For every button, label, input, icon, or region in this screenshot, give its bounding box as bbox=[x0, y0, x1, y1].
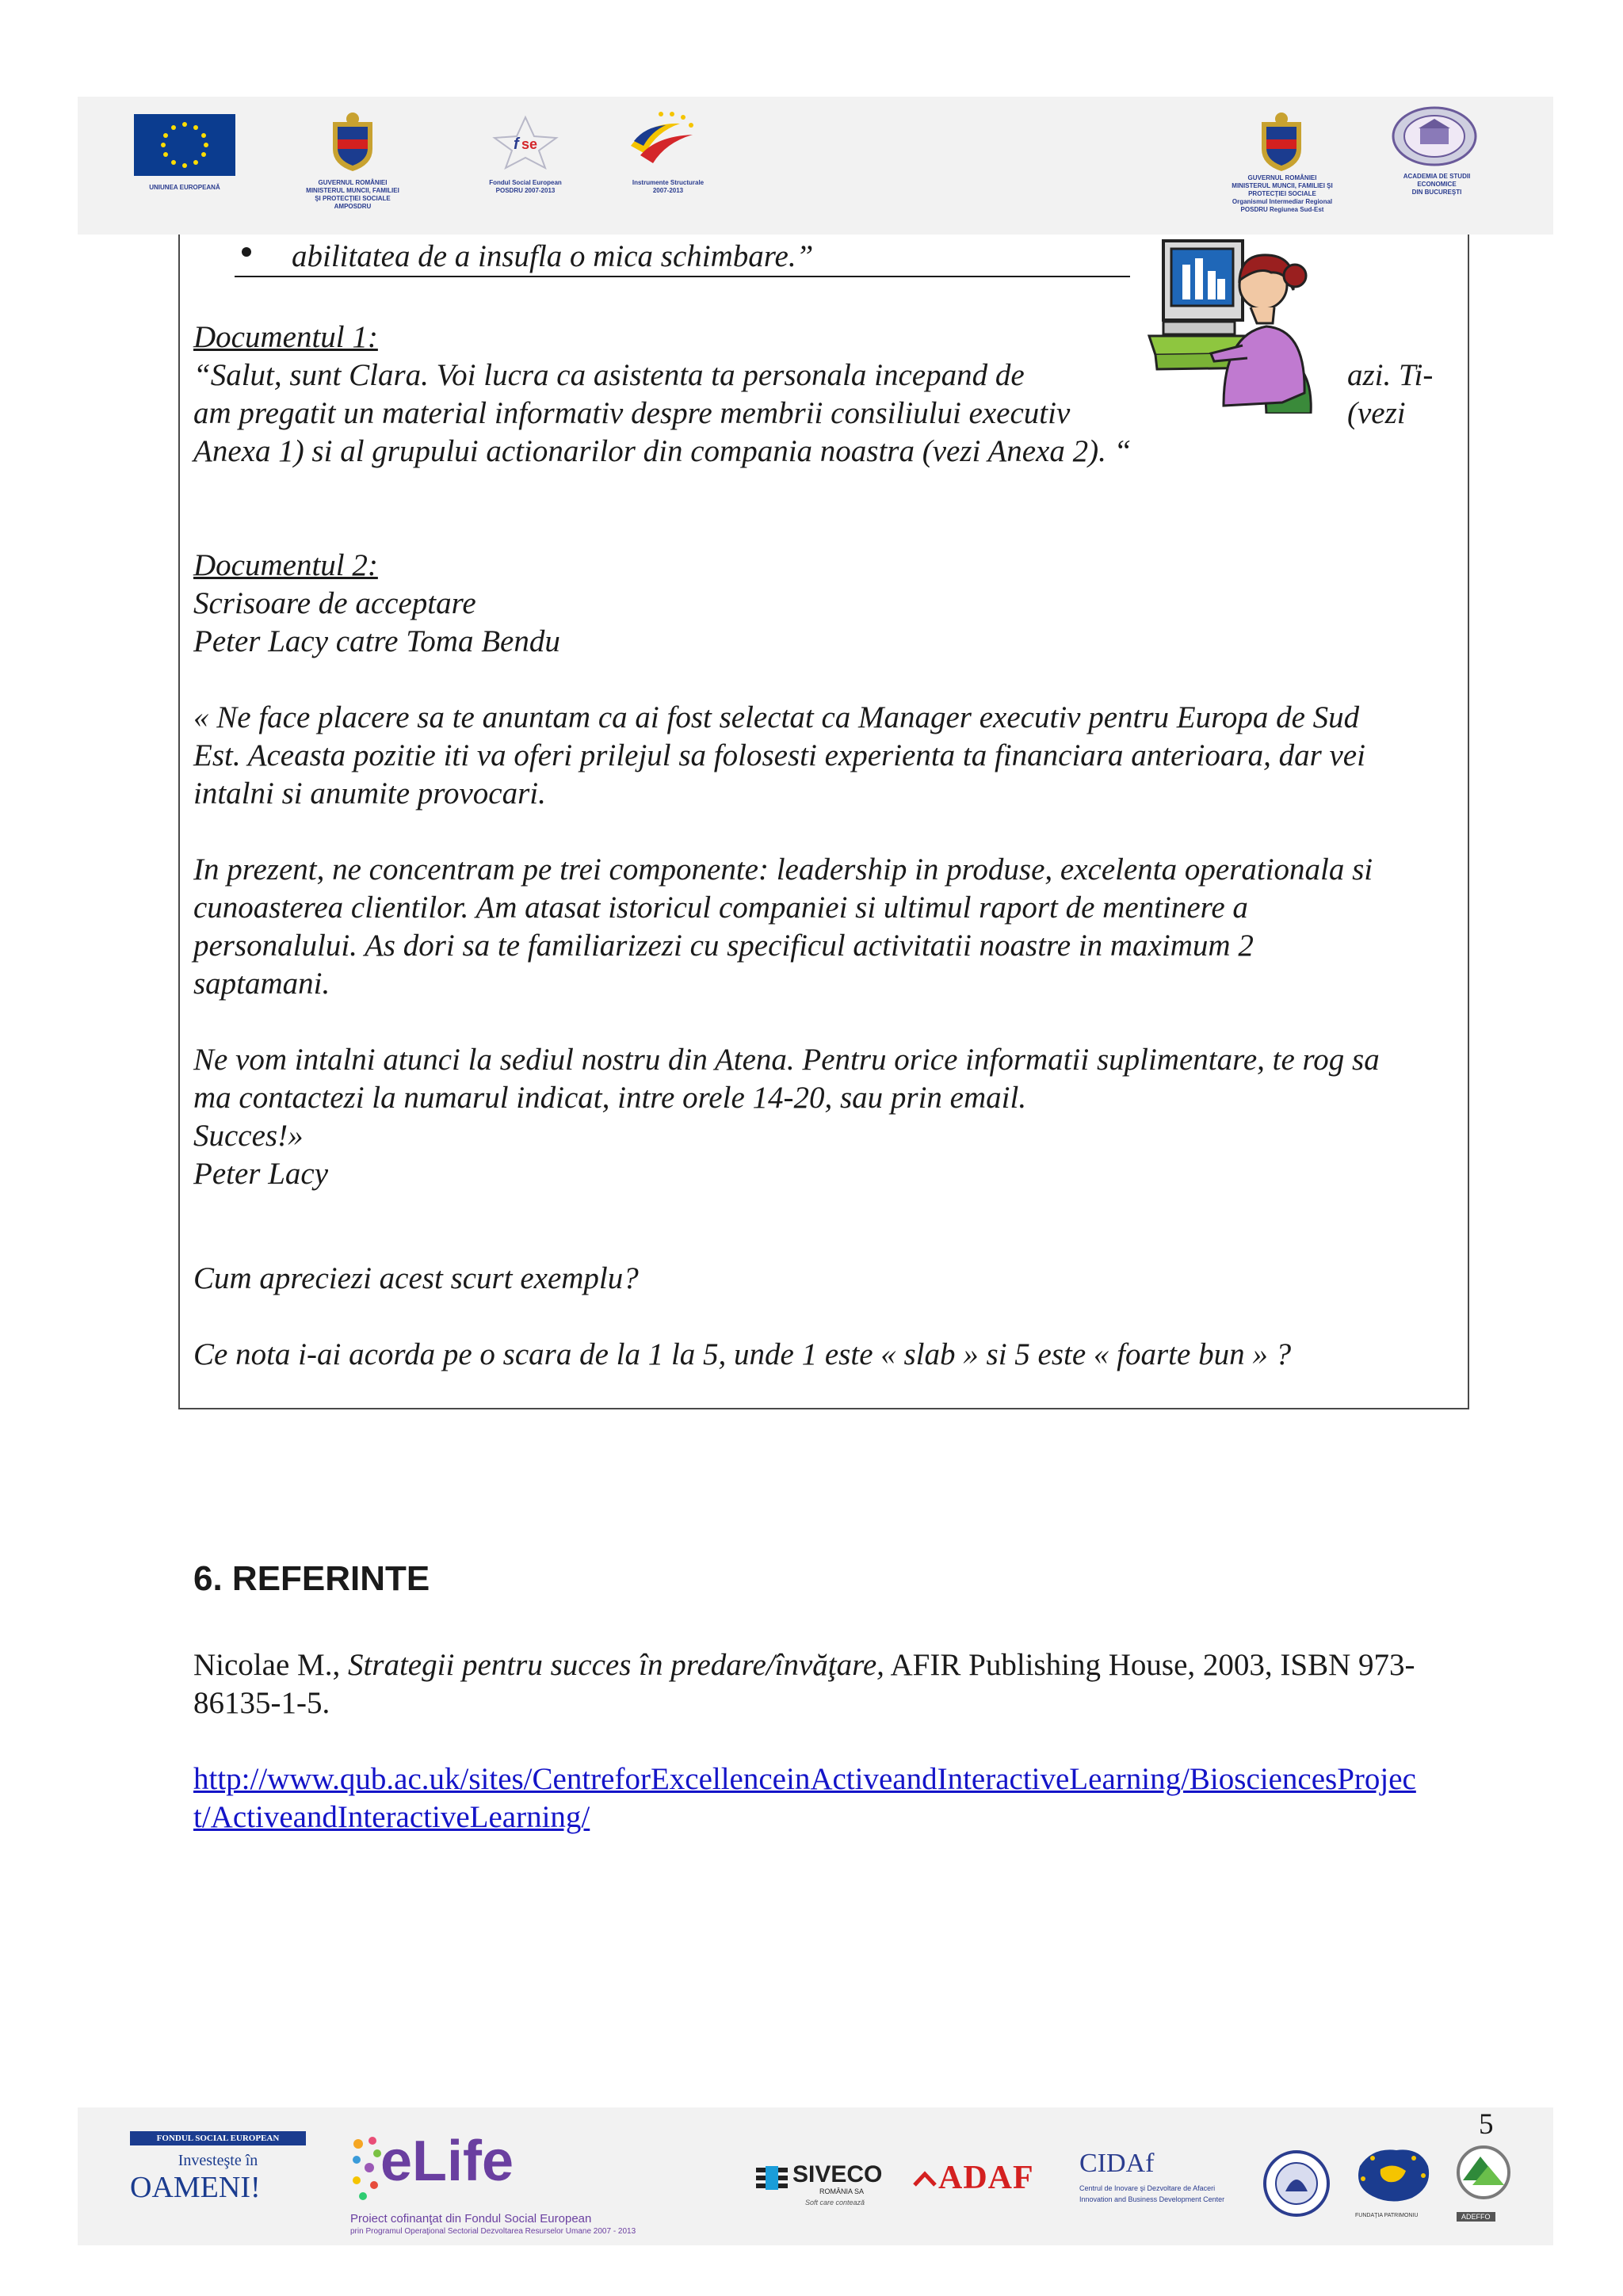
letter-paragraph-2-line-2: cunoasterea clientilor. Am atasat istoricul companiei si ultimul raport de mentinere a bbox=[193, 891, 1248, 925]
section-heading: 6. REFERINTE bbox=[193, 1559, 430, 1598]
adeffo-caption: ADEFFO bbox=[1457, 2212, 1495, 2222]
page-number: 5 bbox=[1479, 2108, 1494, 2141]
bullet-rule bbox=[235, 276, 1130, 277]
woman-at-computer-illustration bbox=[1148, 235, 1330, 414]
elife-caption-1: Proiect cofinanţat din Fondul Social European bbox=[350, 2212, 592, 2225]
siveco-mark-icon bbox=[756, 2166, 788, 2190]
romania-coat-of-arms-logo-right bbox=[1254, 111, 1309, 173]
fse-big-text: OAMENI! bbox=[130, 2171, 261, 2204]
svg-text:f: f bbox=[514, 135, 519, 153]
cidaf-caption-2: Innovation and Business Development Center bbox=[1079, 2195, 1225, 2203]
romania-coat-of-arms-logo bbox=[325, 111, 380, 173]
eu-logo-caption: UNIUNEA EUROPEANĂ bbox=[149, 184, 220, 191]
letter-paragraph-3-line-1: Ne vom intalni atunci la sediul nostru din Atena. Pentru orice informatii suplimentare, te rog sa bbox=[193, 1043, 1380, 1077]
ase-logo-caption: ACADEMIA DE STUDII ECONOMICE DIN BUCUREŞTI bbox=[1403, 173, 1471, 196]
reference-1-publisher: AFIR Publishing House, 2003, ISBN 973- bbox=[884, 1648, 1415, 1682]
elife-dots-icon bbox=[350, 2136, 384, 2201]
instrumente-logo-caption: Instrumente Structurale 2007-2013 bbox=[632, 179, 705, 194]
letter-paragraph-1-line-3: intalni si anumite provocari. bbox=[193, 776, 546, 810]
letter-paragraph-2-line-4: saptamani. bbox=[193, 967, 330, 1001]
siveco-tagline: Soft care contează bbox=[805, 2199, 865, 2206]
reference-1-author: Nicolae M., bbox=[193, 1648, 348, 1682]
elife-logo: eLife bbox=[380, 2130, 514, 2193]
fse-investeste-logo bbox=[130, 2131, 320, 2218]
reference-1-line-2: 86135-1-5. bbox=[193, 1686, 330, 1720]
reference-1-line-1 bbox=[193, 1646, 1415, 1684]
ministry-logo-caption: GUVERNUL ROMÂNIEI MINISTERUL MUNCII, FAMILIEI ŞI PROTECŢIEI SOCIALE AMPOSDRU bbox=[306, 179, 399, 210]
reference-1-title: Strategii pentru succes în predare/învăţare, bbox=[347, 1648, 884, 1682]
letter-paragraph-2-line-3: personalului. As dori sa te familiarizezi cu specificul activitatii noastre in maximum 2 bbox=[193, 929, 1254, 963]
question-1: Cum apreciezi acest scurt exemplu? bbox=[193, 1261, 639, 1295]
reference-link-line-1[interactable]: http://www.qub.ac.uk/sites/CentreforExcellenceinActiveandInteractiveLearning/BiosciencesProjec bbox=[193, 1762, 1416, 1796]
fse-logo bbox=[490, 114, 561, 170]
fundatia-patrimoniu-logo bbox=[1349, 2142, 1436, 2210]
document-1-right-1: azi. Ti- bbox=[1347, 358, 1434, 392]
document-2-title: Documentul 2: bbox=[193, 548, 378, 582]
letter-paragraph-1-line-1: « Ne face placere sa te anuntam ca ai fost selectat ca Manager executiv pentru Europa de Sud bbox=[193, 700, 1360, 734]
document-1-right-2: (vezi bbox=[1347, 396, 1406, 430]
letter-closing: Succes!» bbox=[193, 1119, 304, 1153]
siveco-logo: SIVECO bbox=[792, 2161, 883, 2187]
document-1-title: Documentul 1: bbox=[193, 320, 378, 354]
header-logo-band bbox=[78, 97, 1553, 235]
footer-logo-band bbox=[78, 2107, 1553, 2245]
elife-caption-2: prin Programul Operaţional Sectorial Dezvoltarea Resurselor Umane 2007 - 2013 bbox=[350, 2227, 636, 2236]
reference-link-line-2[interactable]: t/ActiveandInteractiveLearning/ bbox=[193, 1800, 590, 1834]
question-2: Ce nota i-ai acorda pe o scara de la 1 la 5, unde 1 este « slab » si 5 este « foarte bun » ? bbox=[193, 1337, 1292, 1371]
letter-signature: Peter Lacy bbox=[193, 1157, 329, 1191]
cidaf-caption-1: Centrul de Inovare şi Dezvoltare de Afaceri bbox=[1079, 2184, 1216, 2192]
adaf-logo: ADAF bbox=[938, 2160, 1034, 2196]
instrumente-structurale-logo bbox=[624, 108, 704, 171]
bullet-text: abilitatea de a insufla o mica schimbare.” bbox=[292, 239, 814, 273]
document-2-subtitle: Scrisoare de acceptare bbox=[193, 586, 476, 620]
document-1-line-3: Anexa 1) si al grupului actionarilor din compania noastra (vezi Anexa 2). “ bbox=[193, 434, 1132, 468]
eu-flag-logo bbox=[134, 114, 235, 176]
cidaf-logo: CIDAf bbox=[1079, 2149, 1155, 2178]
letter-paragraph-1-line-2: Est. Aceasta pozitie iti va oferi prilejul sa folosesti experienta ta financiara anterioara, dar vei bbox=[193, 738, 1365, 772]
chamber-of-commerce-seal-logo bbox=[1262, 2149, 1331, 2218]
ase-bucuresti-logo bbox=[1390, 105, 1479, 168]
palm-caption: FUNDAŢIA PATRIMONIU bbox=[1355, 2213, 1419, 2218]
adeffo-logo bbox=[1452, 2142, 1515, 2206]
fse-top-banner: FONDUL SOCIAL EUROPEAN bbox=[130, 2131, 306, 2145]
letter-paragraph-3-line-2: ma contactezi la numarul indicat, intre orele 14-20, sau prin email. bbox=[193, 1081, 1027, 1115]
bullet-dot bbox=[242, 247, 251, 257]
fse-logo-caption: Fondul Social European POSDRU 2007-2013 bbox=[489, 179, 562, 194]
svg-text:se: se bbox=[521, 136, 538, 152]
siveco-subtitle: ROMÂNIA SA bbox=[819, 2187, 865, 2195]
fse-mid-text: Investeşte în bbox=[178, 2152, 258, 2169]
adaf-chevron-icon bbox=[913, 2169, 937, 2188]
ministry-right-logo-caption: GUVERNUL ROMÂNIEI MINISTERUL MUNCII, FAMILIEI ŞI PROTECŢIEI SOCIALE Organismul Intermediar Regional POSDRU Regiunea Sud-Est bbox=[1232, 174, 1333, 213]
document-2-sender: Peter Lacy catre Toma Bendu bbox=[193, 624, 560, 658]
document-1-line-1: “Salut, sunt Clara. Voi lucra ca asistenta ta personala incepand de bbox=[193, 358, 1025, 392]
letter-paragraph-2-line-1: In prezent, ne concentram pe trei componente: leadership in produse, excelenta operationala si bbox=[193, 852, 1373, 887]
document-1-line-2: am pregatit un material informativ despre membrii consiliului executiv bbox=[193, 396, 1071, 430]
